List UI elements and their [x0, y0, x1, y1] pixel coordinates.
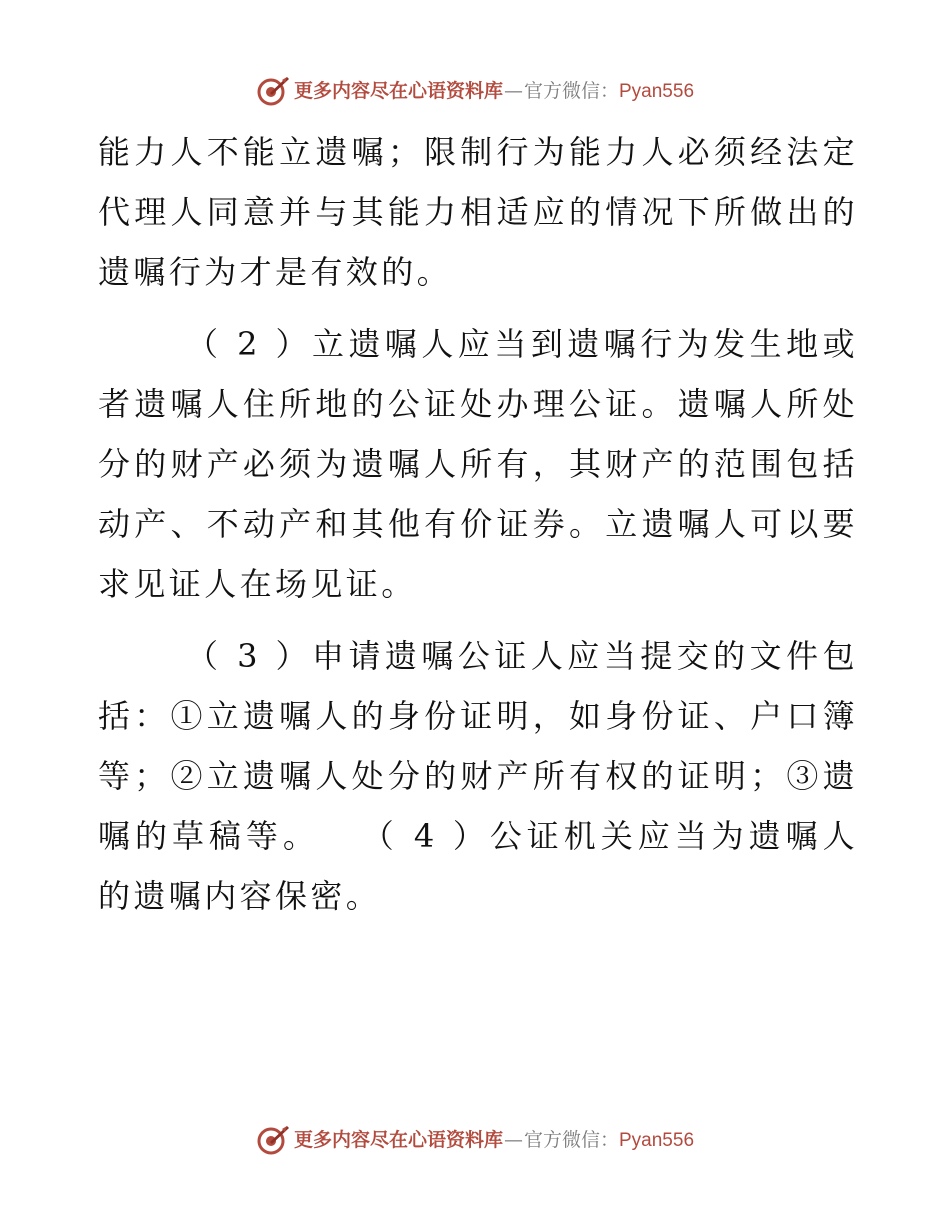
- watermark-separator: —: [503, 79, 523, 102]
- quill-seal-icon: [256, 1123, 290, 1157]
- paragraph-item-3: （ 3 ）申请遗嘱公证人应当提交的文件包括：①立遗嘱人的身份证明，如身份证、户口簿等；②立遗嘱人处分的财产所有权的证明；③遗嘱的草稿等。 （ 4 ）公证机关应当为遗嘱人的遗嘱内容保密。: [98, 637, 858, 915]
- watermark-official-label: 官方微信：: [523, 1128, 619, 1151]
- watermark-wechat-id: Pyan556: [619, 80, 695, 102]
- watermark-main-text: 更多内容尽在心语资料库: [293, 79, 503, 102]
- watermark-official-label: 官方微信：: [523, 79, 619, 102]
- watermark-footer: [0, 1120, 950, 1160]
- quill-seal-icon: [256, 74, 290, 108]
- watermark-wechat-id: Pyan556: [619, 1129, 695, 1151]
- watermark-separator: —: [503, 1128, 523, 1151]
- document-body: [98, 122, 858, 938]
- watermark-header: [0, 71, 950, 111]
- paragraph-continuation: 能力人不能立遗嘱；限制行为能力人必须经法定代理人同意并与其能力相适应的情况下所做出的遗嘱行为才是有效的。: [98, 133, 858, 291]
- paragraph-item-2: （ 2 ）立遗嘱人应当到遗嘱行为发生地或者遗嘱人住所地的公证处办理公证。遗嘱人所处分的财产必须为遗嘱人所有，其财产的范围包括动产、不动产和其他有价证券。立遗嘱人可以要求见证人在场见证。: [98, 325, 858, 603]
- watermark-main-text: 更多内容尽在心语资料库: [293, 1128, 503, 1151]
